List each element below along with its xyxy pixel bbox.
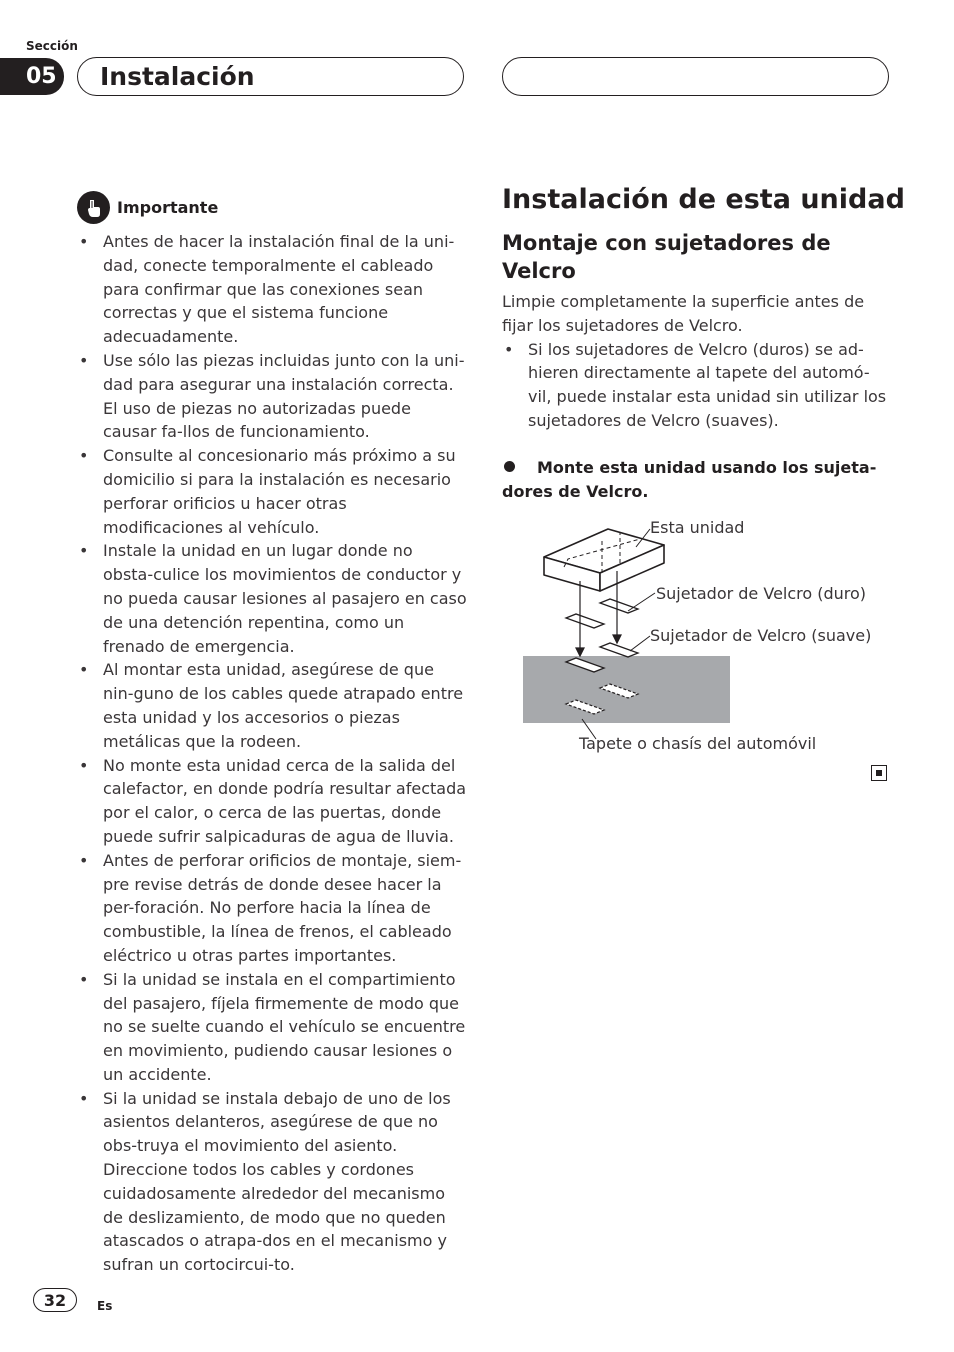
label-vehicle-floor: Tapete o chasís del automóvil [579, 734, 817, 753]
important-label: Importante [117, 198, 219, 217]
list-item: • Si la unidad se instala debajo de uno de los asientos delanteros, asegúrese de que no obs-truya el movimiento del asiento. Direccione todos los cables y cordones cuidadosamente alrededor del mecanismo de deslizamiento, de modo que no queden atascados o atrapa-dos en el mecanismo y sufran un cortocircui-to. [77, 1087, 467, 1277]
list-item: • Consulte al concesionario más próximo a su domicilio si para la instalación es necesario perforar orificios u hacer otras modificaciones al vehículo. [77, 444, 467, 539]
pointing-hand-icon [77, 191, 110, 224]
end-mark-icon [871, 765, 887, 781]
list-item: • No monte esta unidad cerca de la salida del calefactor, en donde podría resultar afectada por el calor, o cerca de las puertas, donde puede sufrir salpicaduras de agua de lluvia. [77, 754, 467, 849]
section-subtitle: Montaje con sujetadores de Velcro [502, 231, 831, 283]
note-item: • Si los sujetadores de Velcro (duros) se ad-hieren directamente al tapete del automó-vil, puede instalar esta unidad sin utilizar los sujetadores de Velcro (suaves). [502, 338, 892, 433]
section-title: Instalación [77, 57, 464, 96]
step-instruction [502, 456, 892, 504]
label-unit: Esta unidad [650, 518, 745, 537]
important-list [77, 230, 467, 1277]
list-item: • Instale la unidad en un lugar donde no obsta-culice los movimientos de conductor y no pueda causar lesiones al pasajero en caso de una detención repentina, como un frenado de emergencia. [77, 539, 467, 658]
step-bullet-icon [504, 461, 515, 472]
label-hard-fastener: Sujetador de Velcro (duro) [656, 584, 867, 603]
intro-block [502, 290, 892, 433]
section-label: Sección [26, 39, 78, 53]
intro-text: Limpie completamente la superficie antes de fijar los sujetadores de Velcro. [502, 292, 865, 335]
list-item: • Antes de hacer la instalación final de la uni-dad, conecte temporalmente el cableado para confirmar que las conexiones sean correctas y que el sistema funcione adecuadamente. [77, 230, 467, 349]
header-empty-box [502, 57, 889, 96]
section-number-tab: 05 [0, 58, 64, 95]
list-item: • Use sólo las piezas incluidas junto con la uni-dad para asegurar una instalación correcta. El uso de piezas no autorizadas puede causar fa-llos de funcionamiento. [77, 349, 467, 444]
language-code: Es [97, 1299, 113, 1313]
page-number: 32 [33, 1288, 77, 1312]
unit-box [544, 529, 664, 591]
list-item: • Si la unidad se instala en el compartimiento del pasajero, fíjela firmemente de modo que no se suelte cuando el vehículo se encuentre en movimiento, pudiendo causar lesiones o un accidente. [77, 968, 467, 1087]
vehicle-floor [523, 656, 730, 723]
page-title: Instalación de esta unidad [502, 184, 905, 215]
step-text: Monte esta unidad usando los sujeta-dores de Velcro. [502, 458, 877, 501]
list-item: • Antes de perforar orificios de montaje, siem-pre revise detrás de donde desee hacer la per-foración. No perfore hacia la línea de combustible, la línea de frenos, el cableado eléctrico u otras partes importantes. [77, 849, 467, 968]
list-item: • Al montar esta unidad, asegúrese de que nin-guno de los cables quede atrapado entre esta unidad y los accesorios o piezas metálicas que la rodeen. [77, 658, 467, 753]
label-soft-fastener: Sujetador de Velcro (suave) [650, 626, 872, 645]
